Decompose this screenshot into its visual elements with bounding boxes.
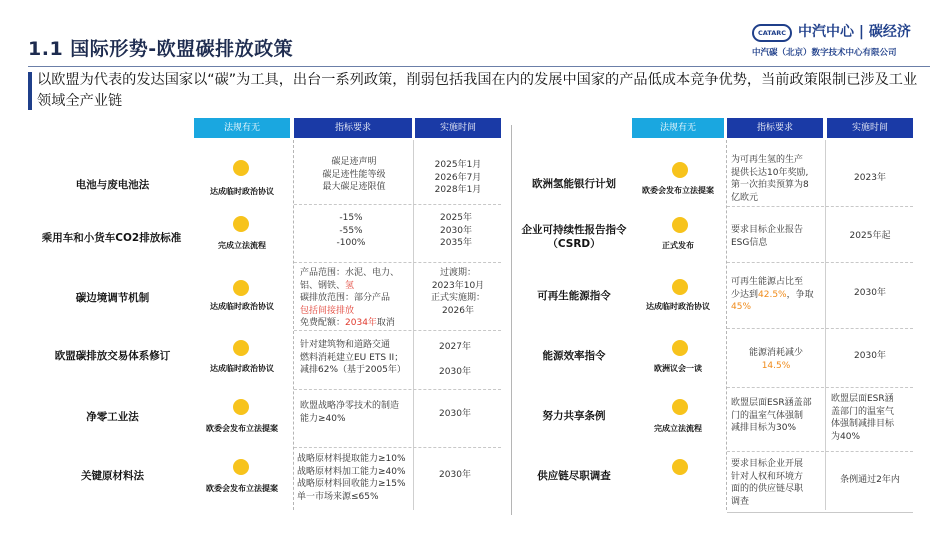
indicator-cell: 可再生能源占比至 少达到42.5%，争取 45% [731, 277, 814, 312]
row-status: 完成立法流程 [654, 424, 702, 433]
row-status: 正式发布 [662, 241, 694, 250]
indicator-cell: 要求目标企业开展 针对人权和环境方 面的的供应链尽职 调查 [731, 459, 804, 507]
time-cell: 过渡期： 2023年10月 正式实施期： 2026年 [430, 268, 485, 316]
row-status: 欧委会发布立法提案 [206, 424, 278, 433]
left-row-name: 碳边境调节机制 [75, 292, 150, 304]
status-dot-icon [233, 280, 249, 296]
right-row-name: 欧洲氢能银行计划 [532, 178, 616, 190]
status-dot-icon [233, 399, 249, 415]
time-cell: 2025年 2030年 2035年 [440, 213, 472, 248]
right-row-name: 企业可持续性报告指令（CSRD） [521, 224, 627, 250]
row-status: 欧委会发布立法提案 [206, 484, 278, 493]
time-cell: 2027年 [439, 342, 471, 352]
left-header-indicator: 指标要求 [294, 118, 412, 138]
indicator-cell: 针对建筑物和道路交通 燃料消耗建立EU ETS II； 减排62%（基于2005年） [300, 340, 406, 375]
row-status: 达成临时政治协议 [210, 187, 274, 196]
left-row-name: 净零工业法 [86, 411, 139, 423]
indicator-cell: 要求目标企业报告 ESG信息 [731, 225, 804, 248]
row-status: 达成临时政治协议 [646, 302, 710, 311]
indicator-cell: 能源消耗减少 14.5% [748, 348, 803, 371]
time-cell: 2030年 [854, 288, 886, 298]
intro-accent-bar [28, 72, 32, 110]
left-grid-line [413, 140, 414, 510]
status-dot-icon [233, 160, 249, 176]
indicator-cell: 碳足迹声明 碳足迹性能等级 最大碳足迹限值 [322, 157, 386, 192]
left-row-name: 乘用车和小货车CO2排放标准 [41, 232, 182, 244]
left-row-name: 关键原材料法 [81, 470, 144, 482]
time-cell: 2030年 [439, 409, 471, 419]
right-grid-line [726, 140, 727, 510]
left-header-law: 法规有无 [194, 118, 290, 138]
indicator-cell: 欧盟战略净零技术的制造 能力≥40% [300, 401, 400, 424]
right-table-bottom [727, 512, 913, 513]
row-status: 达成临时政治协议 [210, 364, 274, 373]
row-status: 完成立法流程 [218, 241, 266, 250]
company-logo [752, 20, 932, 60]
indicator-cell: 产品范围：水泥、电力、 铝、钢铁、氢 碳排放范围：部分产品 包括间接排放 免费配额：2034年取消 [300, 268, 400, 328]
time-cell: 条例通过2年内 [840, 475, 900, 485]
right-grid-line [825, 140, 826, 510]
row-status: 欧委会发布立法提案 [642, 186, 714, 195]
time-cell: 2030年 [439, 470, 471, 480]
left-row-separator [294, 262, 501, 263]
time-cell: 2030年 [439, 367, 471, 377]
left-row-separator [294, 389, 501, 390]
right-header-law: 法规有无 [632, 118, 724, 138]
status-dot-icon [672, 340, 688, 356]
center-divider [511, 125, 512, 515]
status-dot-icon [672, 217, 688, 233]
indicator-cell: -15% -55% -100% [336, 213, 366, 248]
right-row-separator [727, 387, 913, 388]
status-dot-icon [233, 459, 249, 475]
time-cell: 2025年起 [849, 231, 891, 241]
left-grid-line [293, 140, 294, 510]
right-row-separator [727, 262, 913, 263]
time-cell: 2025年1月 2026年7月 2028年1月 [434, 160, 482, 195]
right-header-time: 实施时间 [827, 118, 913, 138]
time-cell: 2030年 [854, 351, 886, 361]
left-row-separator [294, 204, 501, 205]
logo-badge: CATARC [752, 24, 792, 42]
header-divider [28, 66, 930, 67]
status-dot-icon [233, 216, 249, 232]
time-cell: 欧盟层面ESR涵 盖部门的温室气 体强制减排目标 为40% [831, 394, 895, 442]
right-row-name: 供应链尽职调查 [537, 470, 611, 482]
right-row-separator [727, 451, 913, 452]
left-header-time: 实施时间 [415, 118, 501, 138]
right-row-name: 努力共享条例 [542, 410, 606, 422]
left-row-name: 欧盟碳排放交易体系修订 [54, 350, 171, 362]
status-dot-icon [672, 459, 688, 475]
right-row-separator [727, 206, 913, 207]
status-dot-icon [672, 399, 688, 415]
status-dot-icon [672, 162, 688, 178]
row-status: 欧洲议会一读 [654, 364, 702, 373]
indicator-cell: 战略原材料提取能力≥10% 战略原材料加工能力≥40% 战略原材料回收能力≥15% 单一市场来源≤65% [297, 454, 406, 502]
indicator-cell: 为可再生氢的生产 提供长达10年奖励, 第一次拍卖预算为8 亿欧元 [731, 155, 809, 203]
status-dot-icon [233, 340, 249, 356]
intro-text: 以欧盟为代表的发达国家以“碳”为工具，出台一系列政策，削弱包括我国在内的发展中国家的产品低成本竞争优势，当前政策限制已涉及工业领域全产业链 [37, 72, 918, 109]
row-status: 达成临时政治协议 [210, 302, 274, 311]
indicator-cell: 欧盟层面ESR涵盖部 门的温室气体强制 减排目标为30% [731, 398, 812, 433]
logo-sub-text: 中汽碳（北京）数字技术中心有限公司 [752, 48, 897, 58]
left-row-separator [294, 330, 501, 331]
left-row-name: 电池与废电池法 [75, 179, 150, 191]
logo-main-text: 中汽中心 | 碳经济 [798, 24, 911, 40]
time-cell: 2023年 [854, 173, 886, 183]
page-title: 1.1 国际形势-欧盟碳排放政策 [28, 38, 294, 60]
status-dot-icon [672, 279, 688, 295]
right-row-name: 可再生能源指令 [537, 290, 611, 302]
right-row-separator [727, 328, 913, 329]
right-row-name: 能源效率指令 [542, 350, 606, 362]
left-row-separator [294, 447, 501, 448]
right-header-indicator: 指标要求 [727, 118, 823, 138]
